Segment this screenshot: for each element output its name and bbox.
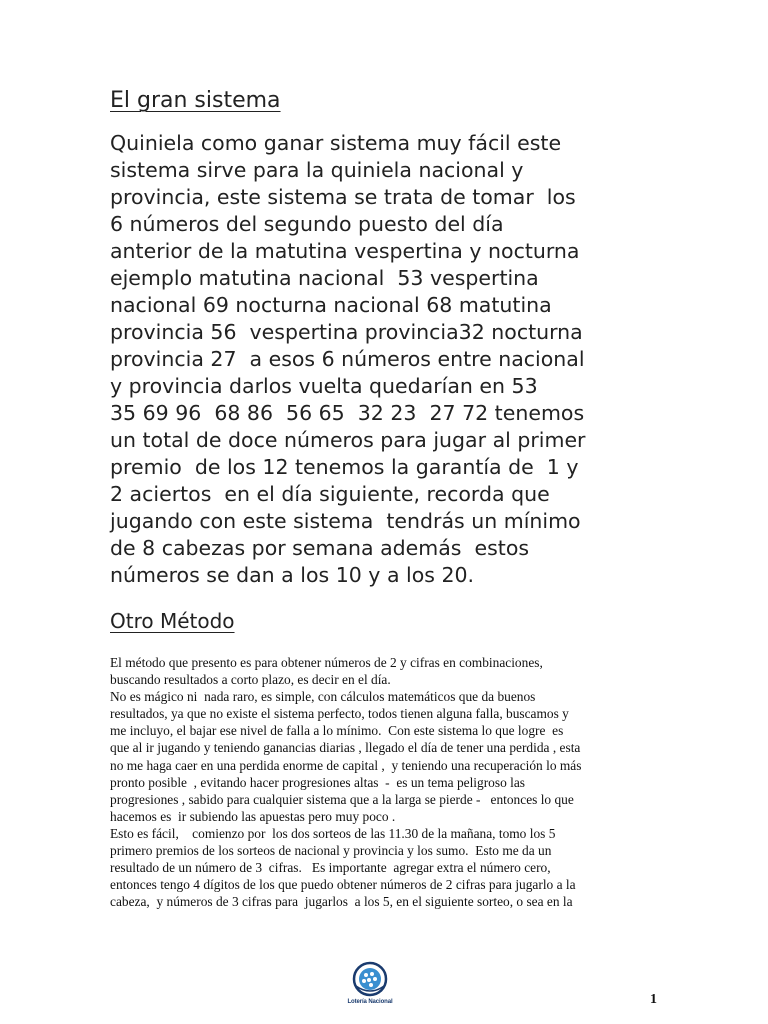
intro-line: provincia, este sistema se trata de tomar los [110,185,576,209]
body-line: resultado de un número de 3 cifras. Es importante agregar extra el número cero, [110,860,551,876]
body-line: resultados, ya que no existe el sistema perfecto, todos tienen alguna falla, buscamos y [110,706,569,722]
intro-line: 6 números del segundo puesto del día [110,212,504,236]
intro-line: Quiniela como ganar sistema muy fácil este [110,131,562,155]
intro-line: anterior de la matutina vespertina y nocturna [110,239,580,263]
body-line: primero premios de los sorteos de nacional y provincia y los sumo. Esto me da un [110,843,552,859]
loteria-logo-icon [350,960,390,998]
intro-line: sistema sirve para la quiniela nacional y [110,158,524,182]
loteria-nacional-logo [340,960,400,1010]
body-line: buscando resultados a corto plazo, es decir en el día. [110,672,391,688]
intro-line: jugando con este sistema tendrás un mínimo [110,509,581,533]
body-line: no me haga caer en una perdida enorme de capital , y teniendo una recuperación lo más [110,757,582,773]
body-line: cabeza, y números de 3 cifras para jugarlos a los 5, en el siguiente sorteo, o sea en la [110,894,573,910]
body-line: pronto posible , evitando hacer progresiones altas - es un tema peligroso las [110,774,525,790]
body-line: hacemos es ir subiendo las apuestas pero muy poco . [110,808,396,824]
section-title-otro-metodo: Otro Método [110,609,235,633]
body-line: progresiones , sabido para cualquier sistema que a la larga se pierde - entonces lo que [110,791,574,807]
intro-line: provincia 56 vespertina provincia32 nocturna [110,320,583,344]
intro-line: números se dan a los 10 y a los 20. [110,563,475,587]
intro-paragraph [110,130,670,589]
body-line: entonces tengo 4 dígitos de los que puedo obtener números de 2 cifras para jugarlo a la [110,877,576,893]
intro-line: y provincia darlos vuelta quedarían en 53 [110,374,538,398]
intro-line: ejemplo matutina nacional 53 vespertina [110,266,539,290]
body-line: El método que presento es para obtener números de 2 y cifras en combinaciones, [110,655,543,670]
body-line: me incluyo, el bajar ese nivel de falla a lo mínimo. Con este sistema lo que logre es [110,723,564,739]
body-line: Esto es fácil, comienzo por los dos sorteos de las 11.30 de la mañana, tomo los 5 [110,825,556,841]
logo-text: Lotería Nacional [347,999,393,1005]
section-body [110,654,670,910]
intro-line: nacional 69 nocturna nacional 68 matutina [110,293,552,317]
body-line: No es mágico ni nada raro, es simple, con cálculos matemáticos que da buenos [110,689,536,705]
page-number: 1 [650,992,657,1007]
intro-line: de 8 cabezas por semana además estos [110,536,530,560]
intro-line: un total de doce números para jugar al primer [110,428,586,452]
intro-line: 35 69 96 68 86 56 65 32 23 27 72 tenemos [110,401,585,425]
intro-line: provincia 27 a esos 6 números entre nacional [110,347,585,371]
intro-line: premio de los 12 tenemos la garantía de 1 y [110,455,579,479]
intro-line: 2 aciertos en el día siguiente, recorda que [110,482,550,506]
body-line: que al ir jugando y teniendo ganancias diarias , llegado el día de tener una perdida , esta [110,740,581,756]
document-title: El gran sistema [110,88,281,113]
